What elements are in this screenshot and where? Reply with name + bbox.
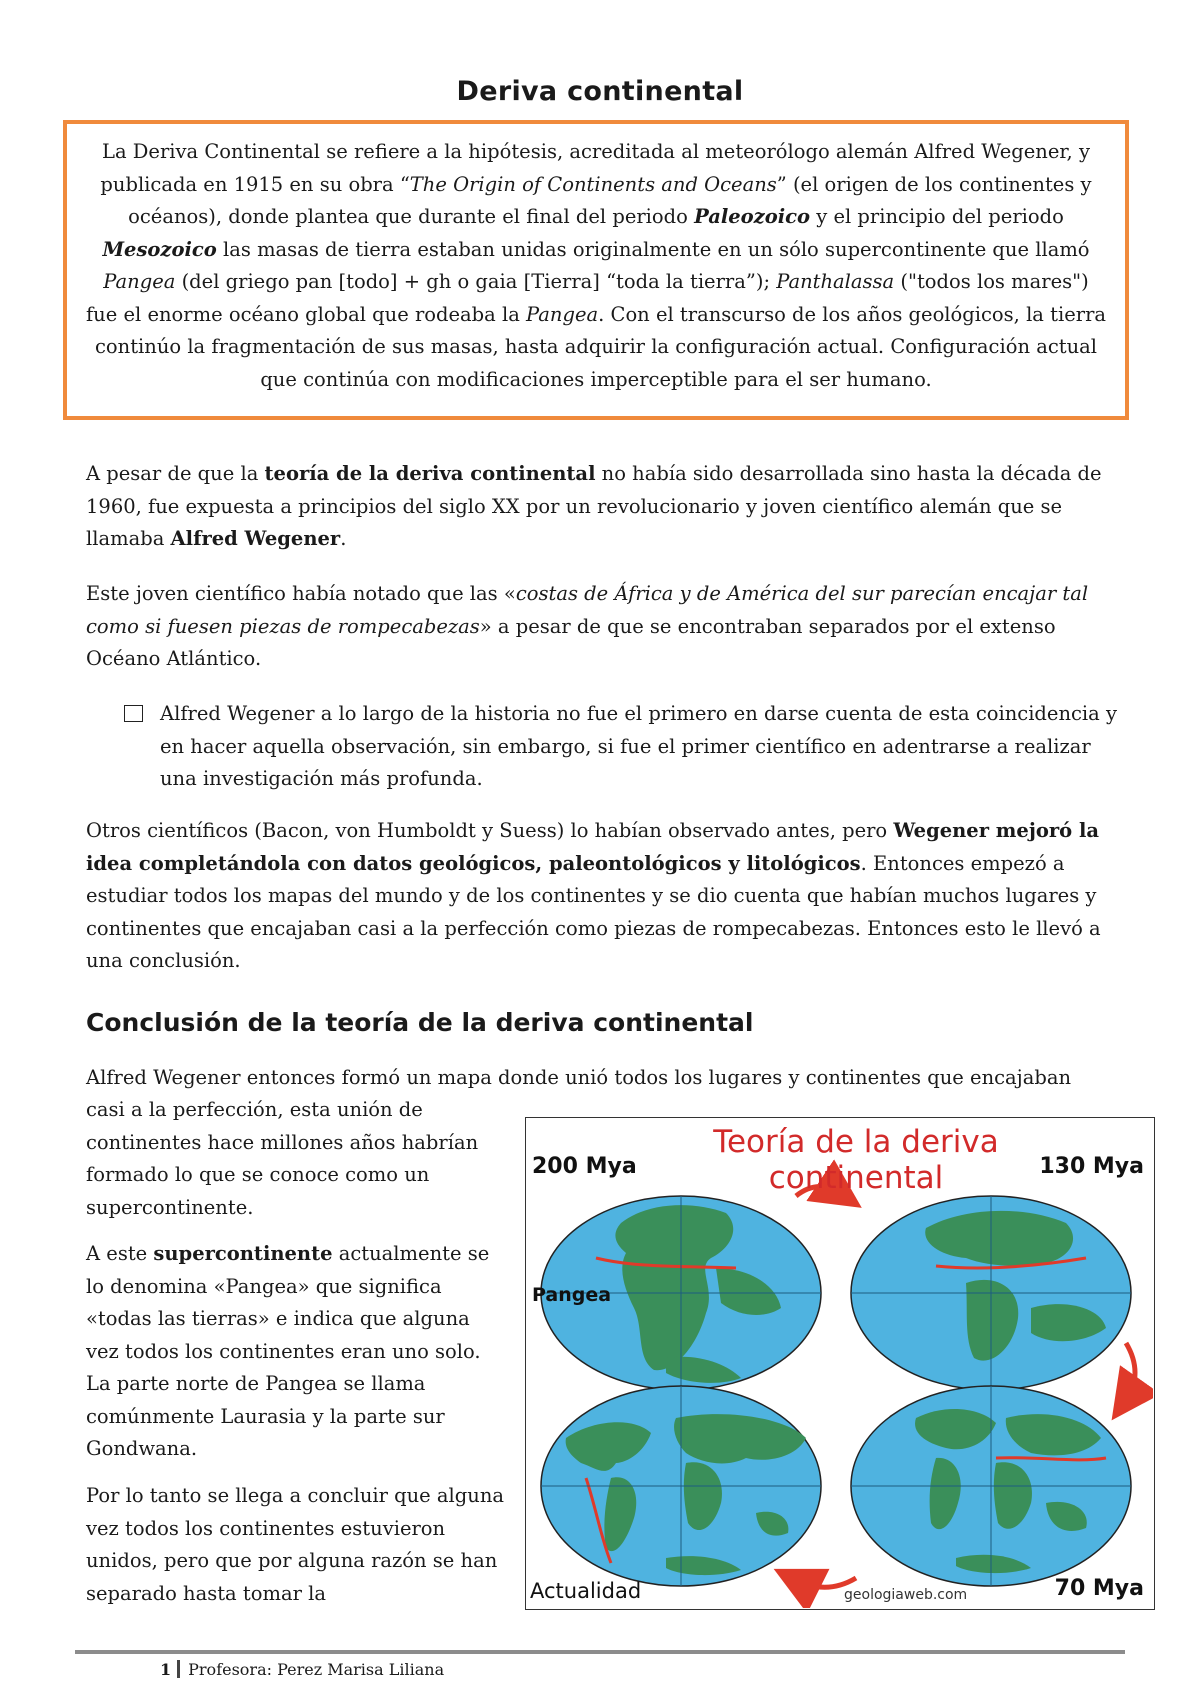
continental-drift-figure — [525, 1117, 1155, 1610]
map-130mya — [851, 1196, 1131, 1390]
paragraph-3 — [86, 815, 1126, 978]
paragraph-text: . — [340, 527, 347, 550]
intro-text: ("todos los mares") fue el enorme océano global que rodeaba la — [85, 270, 1089, 326]
paragraph-text: no había sido desarrollada sino hasta la década de 1960, fue expuesta a principios del siglo XX por un revolucionario y joven científico alemán que se llamaba — [86, 462, 1102, 550]
paragraph-text: » a pesar de que se encontraban separados por el extenso Océano Atlántico. — [86, 614, 1056, 670]
paragraph-1 — [86, 458, 1126, 556]
section-heading: Conclusión de la teoría de la deriva continental — [86, 1008, 754, 1037]
paragraph-5 — [86, 1238, 506, 1466]
bold-phrase: teoría de la deriva continental — [264, 462, 596, 485]
label-200-mya: 200 Mya — [532, 1154, 637, 1179]
paragraph-text: Este joven científico había notado que las « — [86, 582, 516, 605]
bold-name: Alfred Wegener — [170, 527, 341, 550]
intro-paleozoico: Paleozoico — [694, 205, 811, 228]
intro-text: (del griego pan [todo] + gh o gaia [Tierra] “toda la tierra”); — [175, 270, 777, 293]
footer-separator — [177, 1660, 180, 1678]
figure-title: Teoría de la deriva continental — [713, 1124, 999, 1196]
paragraph-text: A este — [86, 1242, 154, 1265]
paragraph-text: . Entonces empezó a estudiar todos los mapas del mundo y de los continentes y se dio cuenta que habían muchos lugares y continentes que encajaban casi a la perfección como piezas de rompecabezas. Entonces esto le llevó a una conclusión. — [86, 851, 1101, 972]
map-present — [541, 1386, 821, 1586]
bold-phrase: Wegener mejoró la idea completándola con datos geológicos, paleontológicos y litológicos — [86, 819, 1099, 875]
intro-pangea: Pangea — [103, 270, 176, 293]
arrow-down-icon — [1126, 1343, 1135, 1400]
page-title: Deriva continental — [456, 76, 744, 107]
intro-box — [63, 120, 1129, 420]
label-130-mya: 130 Mya — [1039, 1154, 1144, 1179]
bullet-text: Alfred Wegener a lo largo de la historia no fue el primero en darse cuenta de esta coincidencia y en hacer aquella observación, sin embargo, si fue el primer científico en adentrarse a realizar una investigación más profunda. — [160, 702, 1118, 790]
intro-text: La Deriva Continental se refiere a la hipótesis, acreditada al meteorólogo alemán Alfred Wegener, y publicada en 1915 en su obra “ — [100, 140, 1090, 196]
paragraph-4-rest: casi a la perfección, esta unión de continentes hace millones años habrían formado lo que se conoce como un supercontinente. — [86, 1098, 479, 1219]
intro-mesozoico: Mesozoico — [102, 237, 217, 261]
intro-text: y el principio del periodo — [810, 205, 1064, 228]
checkbox-bullet-icon — [124, 705, 143, 722]
paragraph-6: Por lo tanto se llega a concluir que alguna vez todos los continentes estuvieron unidos, pero que por alguna razón se han separado hasta tomar la — [86, 1484, 505, 1605]
intro-work-title: The Origin of Continents and Oceans — [409, 172, 777, 196]
intro-panthalassa: Panthalassa — [776, 270, 895, 293]
paragraph-2 — [86, 578, 1126, 676]
intro-pangea: Pangea — [526, 302, 599, 326]
page-number: 1 — [160, 1660, 172, 1679]
figure-credit: geologiaweb.com — [844, 1587, 968, 1603]
paragraph-text: Otros científicos (Bacon, von Humboldt y Suess) lo habían observado antes, pero — [86, 819, 894, 842]
arrow-left-icon — [796, 1578, 856, 1587]
map-70mya — [851, 1386, 1131, 1586]
footer-author: Profesora: Perez Marisa Liliana — [188, 1660, 445, 1679]
intro-text: . Con el transcurso de los años geológicos, la tierra continúo la fragmentación de sus masas, hasta adquirir la configuración actual. Configuración actual que continúa con modificaciones imperceptible para el ser humano. — [94, 302, 1107, 391]
paragraph-text: A pesar de que la — [86, 462, 265, 485]
label-70-mya: 70 Mya — [1054, 1576, 1144, 1601]
bold-term: supercontinente — [153, 1242, 333, 1265]
footer-divider — [75, 1650, 1125, 1654]
italic-quote: costas de África y de América del sur parecían encajar tal como si fuesen piezas de rompecabezas — [86, 582, 1089, 638]
footer — [160, 1660, 444, 1679]
intro-text: las masas de tierra estaban unidas originalmente en un sólo supercontinente que llamó — [216, 237, 1090, 261]
label-actualidad: Actualidad — [530, 1579, 642, 1603]
intro-text: ” (el origen de los continentes y océanos), donde plantea que durante el final del periodo — [128, 172, 1092, 228]
paragraph-text: actualmente se lo denomina «Pangea» que significa «todas las tierras» e indica que alguna vez todos los continentes eran uno solo. La parte norte de Pangea se llama comúnmente Laurasia y la parte sur Gondwana. — [86, 1242, 490, 1460]
label-pangea: Pangea — [532, 1284, 612, 1306]
paragraph-4-line: Alfred Wegener entonces formó un mapa donde unió todos los lugares y continentes que encajaban — [86, 1066, 1072, 1089]
bullet-item — [124, 698, 1124, 798]
